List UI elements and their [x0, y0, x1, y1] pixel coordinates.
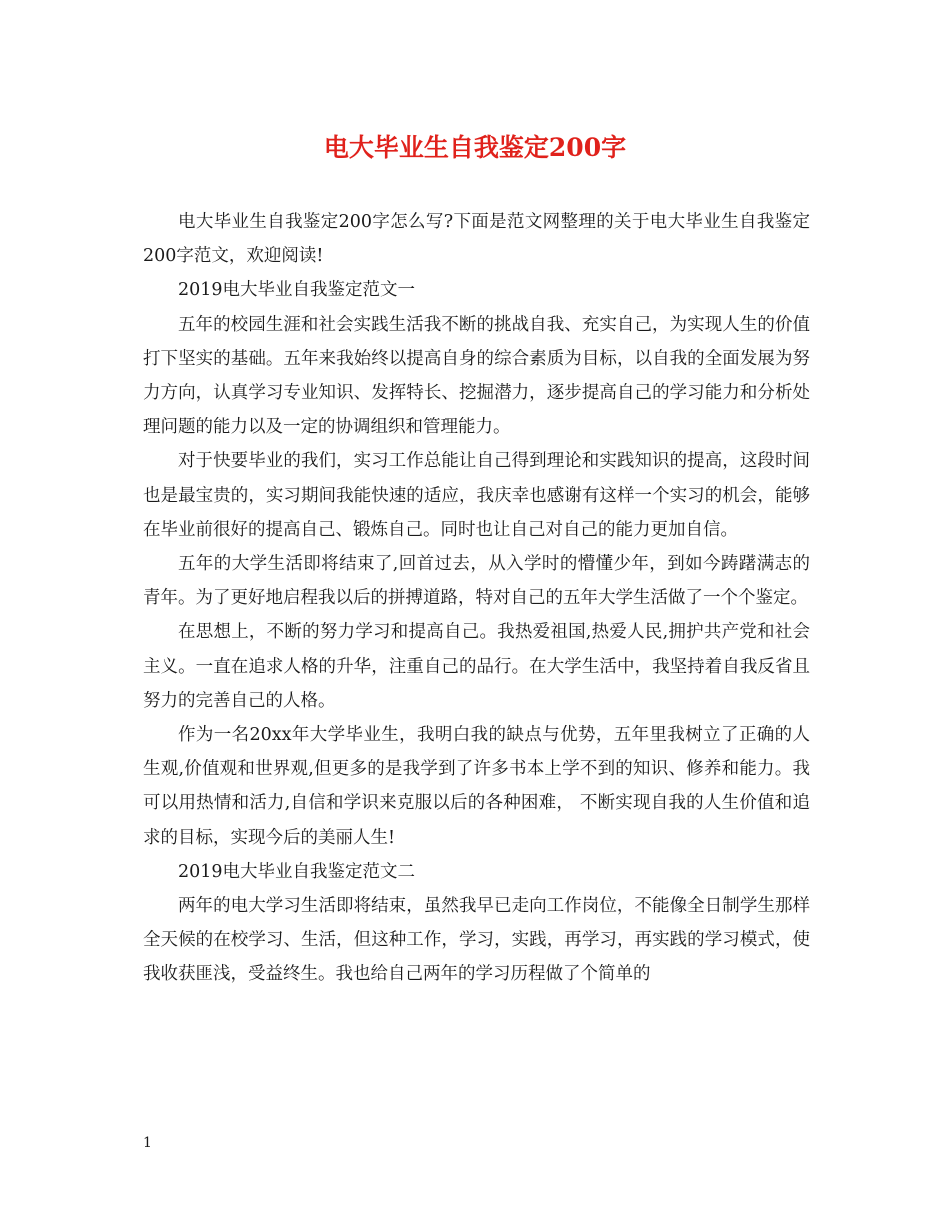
paragraph: 作为一名20xx年大学毕业生，我明白我的缺点与优势，五年里我树立了正确的人生观,价值观和世界观,但更多的是我学到了许多书本上学不到的知识、修养和能力。我可以用热情和活力,自信和学识来克服以后的各种困难， 不断实现自我的人生价值和追求的目标，实现今后的美丽人生!	[143, 725, 810, 848]
page-number: 1	[143, 1135, 152, 1151]
paragraph: 五年的校园生涯和社会实践生活我不断的挑战自我、充实自己，为实现人生的价值打下坚实的基础。五年来我始终以提高自身的综合素质为目标，以自我的全面发展为努力方向，认真学习专业知识、发挥特长、挖掘潜力，逐步提高自己的学习能力和分析处理问题的能力以及一定的协调组织和管理能力。	[143, 314, 810, 438]
paragraph: 五年的大学生活即将结束了,回首过去，从入学时的懵懂少年，到如今踌躇满志的青年。为了更好地启程我以后的拼搏道路，特对自己的五年大学生活做了一个个鉴定。	[143, 554, 810, 609]
paragraph: 对于快要毕业的我们，实习工作总能让自己得到理论和实践知识的提高，这段时间也是最宝贵的，实习期间我能快速的适应，我庆幸也感谢有这样一个实习的机会，能够在毕业前很好的提高自己、锻炼自己。同时也让自己对自己的能力更加自信。	[143, 451, 810, 540]
document-title: 电大毕业生自我鉴定200字	[323, 133, 627, 162]
document-body	[143, 205, 810, 992]
paragraph: 在思想上，不断的努力学习和提高自己。我热爱祖国,热爱人民,拥护共产党和社会主义。一直在追求人格的升华，注重自己的品行。在大学生活中，我坚持着自我反省且努力的完善自己的人格。	[143, 622, 810, 711]
paragraph-intro: 电大毕业生自我鉴定200字怎么写?下面是范文网整理的关于电大毕业生自我鉴定200字范文，欢迎阅读!	[143, 212, 810, 267]
section-heading-2: 2019电大毕业自我鉴定范文二	[178, 861, 416, 882]
section-heading-1: 2019电大毕业自我鉴定范文一	[178, 280, 416, 301]
paragraph: 两年的电大学习生活即将结束，虽然我早已走向工作岗位，不能像全日制学生那样全天候的在校学习、生活，但这种工作，学习，实践，再学习，再实践的学习模式，使我收获匪浅，受益终生。我也给自己两年的学习历程做了个简单的	[143, 896, 810, 985]
